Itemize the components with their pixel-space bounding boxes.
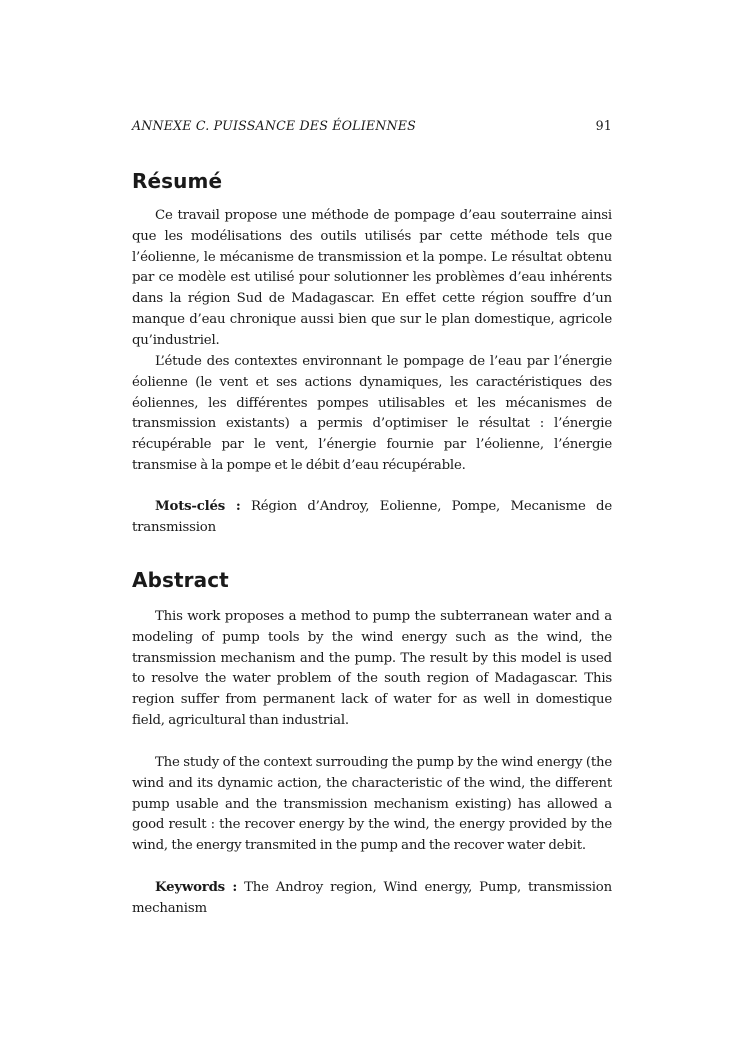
resume-keywords: [132, 497, 612, 539]
abstract-keywords-label: Keywords :: [155, 880, 238, 895]
resume-keywords-label: Mots-clés :: [155, 499, 241, 514]
running-header: [132, 118, 612, 136]
abstract-paragraph-2: The study of the context surrouding the pump by the wind energy (the wind and its dynamic action, the characteristic of the wind, the different pump usable and the transmission mechanism existing) has allowed a good result : the recover energy by the wind, the energy provided by the wind, the energy transmited in the pump and the recover water debit.: [132, 755, 612, 854]
resume-paragraph-1: Ce travail propose une méthode de pompage d’eau souterraine ainsi que les modélisations des outils utilisés par cette méthode tels que l’éolienne, le mécanisme de transmission et la pompe. Le résultat obtenu par ce modèle est utilisé pour solutionner les problèmes d’eau inhérents dans la région Sud de Madagascar. En effet cette région souffre d’un manque d’eau chronique aussi bien que sur le plan domestique, agricole qu’industriel.: [132, 208, 612, 348]
resume-paragraph-2: L’étude des contextes environnant le pompage de l’eau par l’énergie éolienne (le vent et ses actions dynamiques, les caractéristiques des éoliennes, les différentes pompes utilisables et les mécanismes de transmission existants) a permis d’optimiser le résultat : l’énergie récupérable par le vent, l’énergie fournie par l’éolienne, l’énergie transmise à la pompe et le débit d’eau récupérable.: [132, 354, 612, 473]
abstract-heading: Abstract: [132, 568, 229, 592]
resume-keywords-text: Région d’Androy, Eolienne, Pompe, Mecanisme de transmission: [132, 499, 612, 535]
chapter-title: ANNEXE C. PUISSANCE DES ÉOLIENNES: [132, 118, 416, 133]
abstract-keywords: [132, 878, 612, 920]
resume-heading: Résumé: [132, 169, 223, 193]
page-number: 91: [595, 118, 612, 133]
abstract-keywords-text: The Androy region, Wind energy, Pump, transmission mechanism: [132, 880, 612, 916]
abstract-paragraph-1: This work proposes a method to pump the subterranean water and a modeling of pump tools by the wind energy such as the wind, the transmission mechanism and the pump. The result by this model is used to resolve the water problem of the south region of Madagascar. This region suffer from permanent lack of water for as well in domestique field, agricultural than industrial.: [132, 609, 612, 728]
